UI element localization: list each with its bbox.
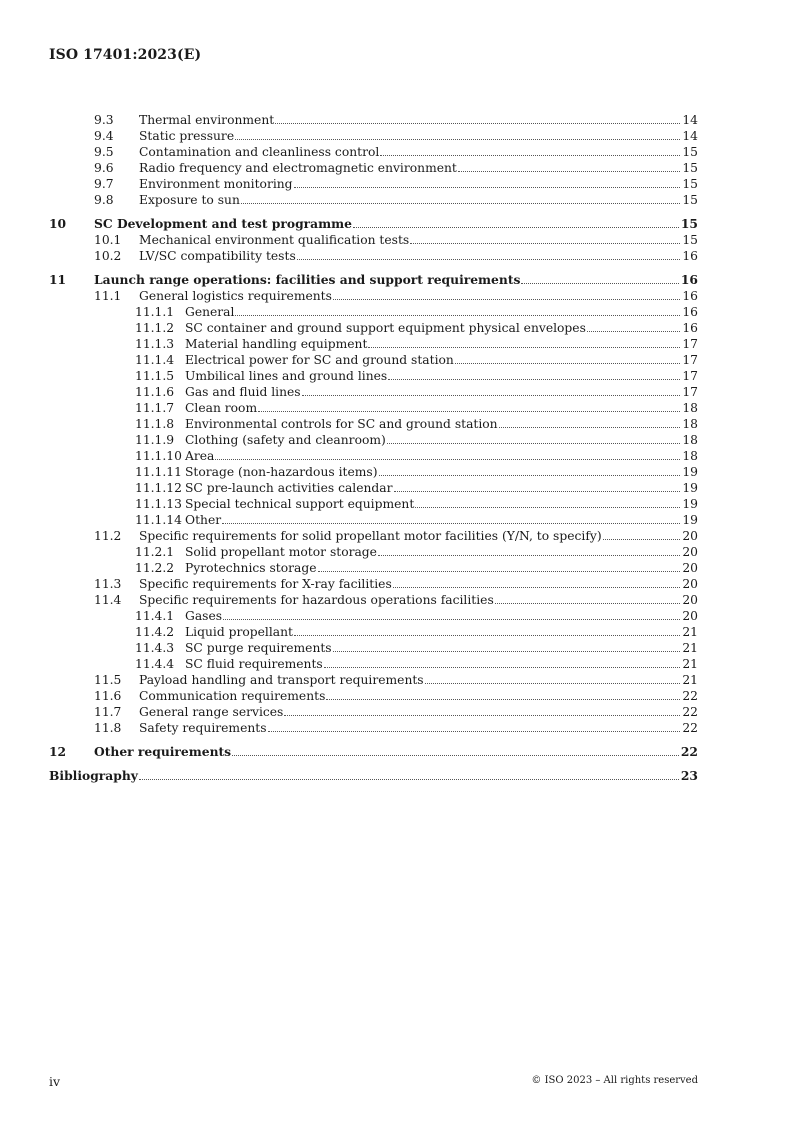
toc-entry-page: 20 bbox=[682, 561, 698, 575]
dot-leader bbox=[235, 315, 680, 316]
toc-entry-number: 11.1.1 bbox=[135, 305, 175, 319]
toc-entry-title: Bibliography bbox=[49, 768, 138, 783]
toc-entry-number: 9.4 bbox=[94, 129, 114, 143]
toc-entry[interactable] bbox=[49, 480, 698, 496]
toc-entry-number: 11.1.4 bbox=[135, 353, 175, 367]
toc-entry-number: 10.1 bbox=[94, 233, 122, 247]
toc-entry-page: 18 bbox=[682, 417, 698, 431]
dot-leader bbox=[241, 203, 680, 204]
dot-leader bbox=[455, 363, 681, 364]
toc-entry-page: 16 bbox=[682, 289, 698, 303]
toc-entry-page: 20 bbox=[682, 545, 698, 559]
toc-entry-number: 9.7 bbox=[94, 177, 114, 191]
dot-leader bbox=[294, 187, 681, 188]
toc-entry-title: SC Development and test programme bbox=[94, 216, 352, 231]
toc-entry-page: 17 bbox=[682, 385, 698, 399]
toc-entry-page: 20 bbox=[682, 593, 698, 607]
toc-entry-title: Thermal environment bbox=[139, 113, 275, 127]
toc-entry-number: 9.5 bbox=[94, 145, 114, 159]
toc-entry-page: 15 bbox=[682, 193, 698, 207]
toc-entry-number: 11.1.3 bbox=[135, 337, 175, 351]
toc-entry-title: Storage (non-hazardous items) bbox=[185, 465, 378, 479]
dot-leader bbox=[326, 699, 680, 700]
toc-entry[interactable] bbox=[49, 432, 698, 448]
toc-entry[interactable] bbox=[49, 192, 698, 208]
toc-entry[interactable] bbox=[49, 560, 698, 576]
toc-entry-number: 9.3 bbox=[94, 113, 114, 127]
toc-entry[interactable] bbox=[49, 688, 698, 704]
toc-entry-title: Specific requirements for solid propellant motor facilities (Y/N, to specify) bbox=[139, 529, 602, 543]
dot-leader bbox=[394, 491, 681, 492]
dot-leader bbox=[268, 731, 681, 732]
toc-entry[interactable] bbox=[49, 128, 698, 144]
toc-entry-page: 23 bbox=[680, 768, 698, 783]
toc-entry-title: Area bbox=[185, 449, 215, 463]
toc-entry-page: 16 bbox=[682, 305, 698, 319]
toc-entry-number: 11.4.4 bbox=[135, 657, 175, 671]
toc-entry[interactable] bbox=[49, 144, 698, 160]
toc-entry-number: 11.8 bbox=[94, 721, 122, 735]
toc-entry[interactable] bbox=[49, 767, 698, 784]
toc-entry-title: Static pressure bbox=[139, 129, 235, 143]
toc-entry-page: 15 bbox=[682, 145, 698, 159]
dot-leader bbox=[499, 427, 681, 428]
toc-entry[interactable] bbox=[49, 232, 698, 248]
toc-entry-page: 19 bbox=[682, 481, 698, 495]
toc-entry-title: Electrical power for SC and ground station bbox=[185, 353, 454, 367]
toc-entry-page: 19 bbox=[682, 513, 698, 527]
dot-leader bbox=[521, 283, 678, 284]
toc-entry[interactable] bbox=[49, 271, 698, 288]
dot-leader bbox=[333, 651, 681, 652]
toc-entry-number: 11.1.14 bbox=[135, 513, 182, 527]
document-header: ISO 17401:2023(E) bbox=[49, 47, 202, 63]
toc-entry[interactable] bbox=[49, 215, 698, 232]
dot-leader bbox=[333, 299, 680, 300]
toc-entry-number: 11.6 bbox=[94, 689, 122, 703]
toc-entry[interactable] bbox=[49, 400, 698, 416]
toc-entry-page: 15 bbox=[682, 233, 698, 247]
dot-leader bbox=[378, 555, 680, 556]
toc-entry-number: 11.1.10 bbox=[135, 449, 182, 463]
dot-leader bbox=[258, 411, 680, 412]
toc-entry[interactable] bbox=[49, 352, 698, 368]
toc-entry-page: 17 bbox=[682, 337, 698, 351]
toc-entry-title: Contamination and cleanliness control bbox=[139, 145, 380, 159]
toc-entry-title: Mechanical environment qualification tests bbox=[139, 233, 410, 247]
dot-leader bbox=[458, 171, 680, 172]
toc-entry-title: SC fluid requirements bbox=[185, 657, 323, 671]
toc-entry[interactable] bbox=[49, 160, 698, 176]
toc-entry-number: 11.7 bbox=[94, 705, 122, 719]
toc-entry-title: Payload handling and transport requirements bbox=[139, 673, 424, 687]
toc-entry-page: 20 bbox=[682, 609, 698, 623]
toc-entry-title: SC container and ground support equipment physical envelopes bbox=[185, 321, 586, 335]
toc-entry-page: 21 bbox=[682, 641, 698, 655]
toc-entry[interactable] bbox=[49, 624, 698, 640]
dot-leader bbox=[235, 139, 680, 140]
toc-entry-title: Clothing (safety and cleanroom) bbox=[185, 433, 386, 447]
toc-entry-page: 22 bbox=[682, 689, 698, 703]
dot-leader bbox=[495, 603, 681, 604]
toc-entry[interactable] bbox=[49, 743, 698, 760]
toc-entry-page: 19 bbox=[682, 497, 698, 511]
toc-entry-page: 18 bbox=[682, 449, 698, 463]
toc-entry-page: 21 bbox=[682, 673, 698, 687]
toc-entry-number: 11.5 bbox=[94, 673, 122, 687]
toc-entry-number: 11.1.2 bbox=[135, 321, 175, 335]
toc-entry-title: Umbilical lines and ground lines bbox=[185, 369, 388, 383]
toc-entry-number: 11.1.5 bbox=[135, 369, 175, 383]
toc-entry[interactable] bbox=[49, 496, 698, 512]
toc-entry[interactable] bbox=[49, 512, 698, 528]
toc-entry-page: 15 bbox=[682, 177, 698, 191]
dot-leader bbox=[425, 683, 681, 684]
toc-entry-title: General bbox=[185, 305, 235, 319]
toc-entry-page: 20 bbox=[682, 529, 698, 543]
toc-entry-number: 11.2.1 bbox=[135, 545, 175, 559]
page-number: iv bbox=[49, 1074, 61, 1089]
toc-entry-title: Communication requirements bbox=[139, 689, 326, 703]
toc-entry-title: Material handling equipment bbox=[185, 337, 368, 351]
toc-entry-title: Other bbox=[185, 513, 222, 527]
toc-entry-page: 22 bbox=[682, 705, 698, 719]
toc-entry-number: 11.4 bbox=[94, 593, 122, 607]
toc-entry-number: 11.1.11 bbox=[135, 465, 182, 479]
toc-entry-number: 11.1.6 bbox=[135, 385, 175, 399]
dot-leader bbox=[393, 587, 681, 588]
dot-leader bbox=[415, 507, 680, 508]
toc-entry[interactable] bbox=[49, 656, 698, 672]
toc-entry[interactable] bbox=[49, 416, 698, 432]
toc-entry[interactable] bbox=[49, 304, 698, 320]
toc-entry-number: 11.2.2 bbox=[135, 561, 175, 575]
toc-entry-title: Specific requirements for X-ray facilities bbox=[139, 577, 392, 591]
toc-entry-number: 10.2 bbox=[94, 249, 122, 263]
toc-entry-page: 14 bbox=[682, 129, 698, 143]
toc-entry-title: Environmental controls for SC and ground station bbox=[185, 417, 498, 431]
dot-leader bbox=[232, 755, 679, 756]
toc-entry-page: 17 bbox=[682, 369, 698, 383]
toc-entry-title: Safety requirements bbox=[139, 721, 267, 735]
dot-leader bbox=[318, 571, 681, 572]
table-of-contents bbox=[49, 112, 698, 784]
toc-entry[interactable] bbox=[49, 464, 698, 480]
toc-entry[interactable] bbox=[49, 704, 698, 720]
toc-entry-title: Gas and fluid lines bbox=[185, 385, 301, 399]
dot-leader bbox=[297, 259, 681, 260]
dot-leader bbox=[215, 459, 680, 460]
toc-entry-page: 16 bbox=[682, 249, 698, 263]
toc-entry-number: 11.4.2 bbox=[135, 625, 175, 639]
toc-entry-page: 14 bbox=[682, 113, 698, 127]
toc-entry-title: General range services bbox=[139, 705, 284, 719]
toc-entry-page: 21 bbox=[682, 657, 698, 671]
toc-entry-title: Launch range operations: facilities and support requirements bbox=[94, 272, 521, 287]
toc-entry-page: 19 bbox=[682, 465, 698, 479]
toc-entry[interactable] bbox=[49, 640, 698, 656]
toc-entry[interactable] bbox=[49, 528, 698, 544]
toc-entry-page: 18 bbox=[682, 433, 698, 447]
toc-entry-page: 20 bbox=[682, 577, 698, 591]
toc-entry[interactable] bbox=[49, 336, 698, 352]
toc-entry-number: 11.1.7 bbox=[135, 401, 175, 415]
dot-leader bbox=[353, 227, 679, 228]
dot-leader bbox=[410, 243, 680, 244]
toc-entry-page: 15 bbox=[682, 161, 698, 175]
dot-leader bbox=[388, 379, 680, 380]
toc-entry[interactable] bbox=[49, 176, 698, 192]
toc-entry-title: Environment monitoring bbox=[139, 177, 293, 191]
toc-entry-number: 11.1.9 bbox=[135, 433, 175, 447]
dot-leader bbox=[223, 619, 680, 620]
dot-leader bbox=[387, 443, 681, 444]
toc-entry-page: 15 bbox=[680, 216, 698, 231]
toc-entry-number: 10 bbox=[49, 216, 67, 231]
toc-entry-number: 9.8 bbox=[94, 193, 114, 207]
toc-entry[interactable] bbox=[49, 448, 698, 464]
dot-leader bbox=[603, 539, 681, 540]
toc-entry-title: SC purge requirements bbox=[185, 641, 332, 655]
toc-entry[interactable] bbox=[49, 608, 698, 624]
toc-entry-title: General logistics requirements bbox=[139, 289, 332, 303]
toc-entry-number: 11 bbox=[49, 272, 67, 287]
toc-entry-title: Pyrotechnics storage bbox=[185, 561, 317, 575]
toc-entry-title: Liquid propellant bbox=[185, 625, 293, 639]
dot-leader bbox=[587, 331, 680, 332]
dot-leader bbox=[222, 523, 680, 524]
toc-entry-title: Exposure to sun bbox=[139, 193, 240, 207]
toc-entry-title: Clean room bbox=[185, 401, 258, 415]
copyright-notice: © ISO 2023 – All rights reserved bbox=[531, 1075, 698, 1086]
toc-entry[interactable] bbox=[49, 320, 698, 336]
toc-entry[interactable] bbox=[49, 720, 698, 736]
toc-entry-number: 11.4.1 bbox=[135, 609, 175, 623]
toc-entry-number: 9.6 bbox=[94, 161, 114, 175]
toc-entry-number: 11.1.13 bbox=[135, 497, 182, 511]
toc-entry-title: Radio frequency and electromagnetic environment bbox=[139, 161, 457, 175]
toc-entry-title: Other requirements bbox=[94, 744, 232, 759]
toc-entry-page: 22 bbox=[680, 744, 698, 759]
toc-entry-title: LV/SC compatibility tests bbox=[139, 249, 296, 263]
toc-entry-number: 12 bbox=[49, 744, 67, 759]
toc-entry[interactable] bbox=[49, 576, 698, 592]
dot-leader bbox=[302, 395, 681, 396]
dot-leader bbox=[368, 347, 680, 348]
toc-entry[interactable] bbox=[49, 288, 698, 304]
dot-leader bbox=[294, 635, 680, 636]
toc-entry-number: 11.2 bbox=[94, 529, 122, 543]
toc-entry[interactable] bbox=[49, 248, 698, 264]
toc-entry-number: 11.3 bbox=[94, 577, 122, 591]
toc-entry[interactable] bbox=[49, 672, 698, 688]
toc-entry[interactable] bbox=[49, 112, 698, 128]
toc-entry-title: Special technical support equipment bbox=[185, 497, 415, 511]
toc-entry[interactable] bbox=[49, 384, 698, 400]
toc-entry-page: 17 bbox=[682, 353, 698, 367]
dot-leader bbox=[275, 123, 680, 124]
toc-entry-title: Solid propellant motor storage bbox=[185, 545, 377, 559]
toc-entry-page: 21 bbox=[682, 625, 698, 639]
dot-leader bbox=[379, 475, 681, 476]
dot-leader bbox=[380, 155, 680, 156]
toc-entry-title: SC pre-launch activities calendar bbox=[185, 481, 393, 495]
toc-entry[interactable] bbox=[49, 592, 698, 608]
toc-entry-number: 11.1.8 bbox=[135, 417, 175, 431]
toc-entry[interactable] bbox=[49, 368, 698, 384]
dot-leader bbox=[139, 779, 679, 780]
dot-leader bbox=[324, 667, 681, 668]
dot-leader bbox=[284, 715, 680, 716]
toc-entry-page: 18 bbox=[682, 401, 698, 415]
toc-entry-title: Gases bbox=[185, 609, 223, 623]
toc-entry[interactable] bbox=[49, 544, 698, 560]
toc-entry-number: 11.1.12 bbox=[135, 481, 182, 495]
toc-entry-number: 11.4.3 bbox=[135, 641, 175, 655]
toc-entry-number: 11.1 bbox=[94, 289, 122, 303]
toc-entry-page: 16 bbox=[680, 272, 698, 287]
toc-entry-title: Specific requirements for hazardous operations facilities bbox=[139, 593, 494, 607]
toc-entry-page: 22 bbox=[682, 721, 698, 735]
toc-entry-page: 16 bbox=[682, 321, 698, 335]
